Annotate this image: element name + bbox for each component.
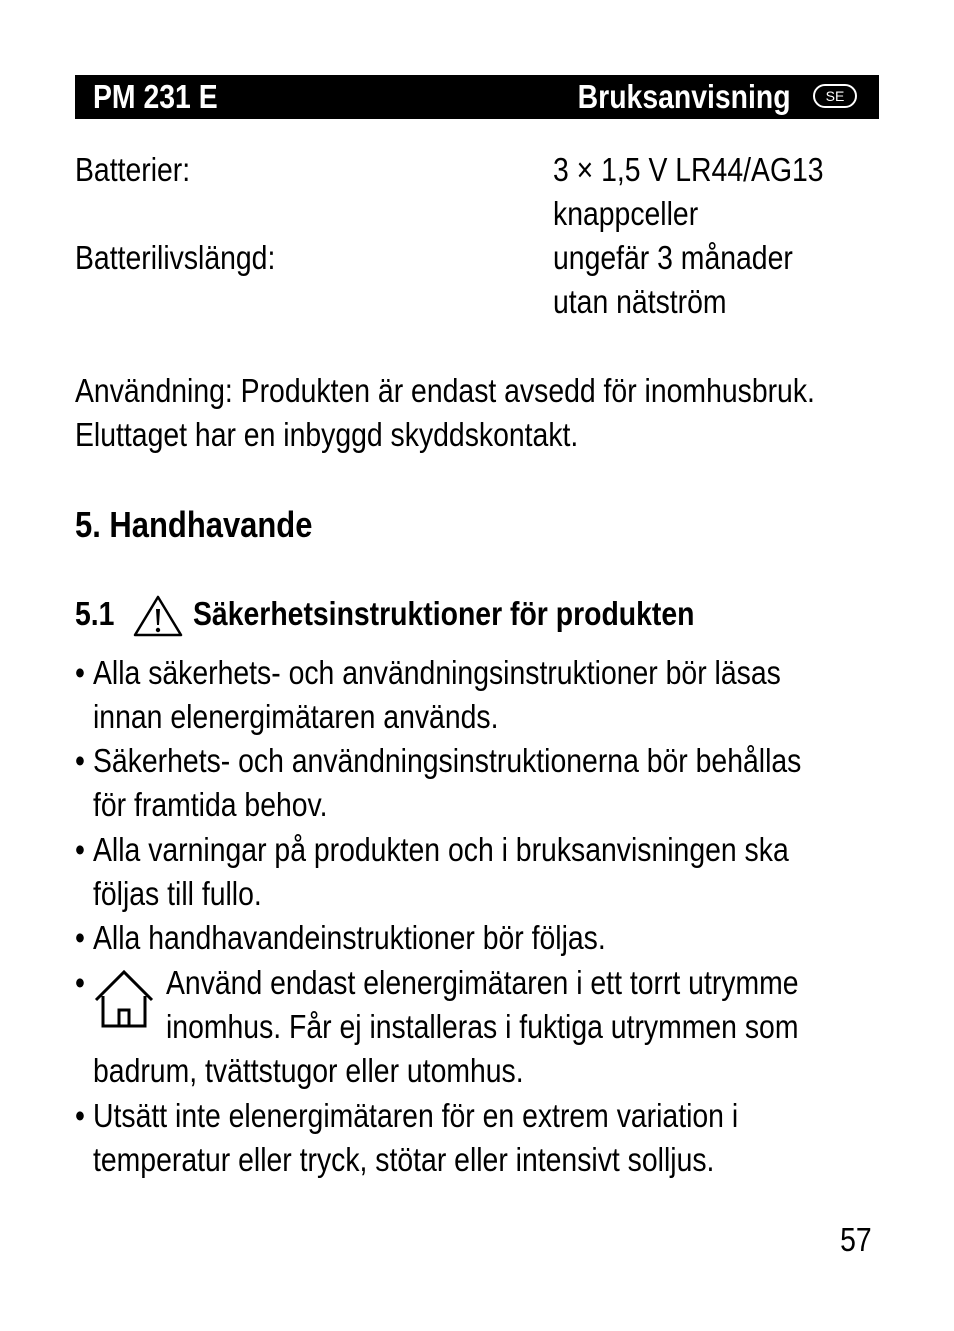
usage-line-1: Användning: Produkten är endast avsedd för inomhusbruk. [75, 372, 815, 409]
bullet-marker: • [75, 1097, 85, 1134]
bullet-5-line-1: Använd endast elenergimätaren i ett torrt utrymme [166, 964, 799, 1001]
bullet-6-line-1: Utsätt inte elenergimätaren för en extrem variation i [93, 1097, 739, 1134]
warning-triangle-icon [132, 594, 184, 638]
bullet-marker: • [75, 742, 85, 779]
bullet-5-line-3: badrum, tvättstugor eller utomhus. [93, 1052, 524, 1089]
header-bar [75, 75, 879, 119]
spec-value-battery-life-line2: utan nätström [553, 283, 727, 320]
bullet-6-line-2: temperatur eller tryck, stötar eller intensivt solljus. [93, 1141, 715, 1178]
spec-value-batteries-line2: knappceller [553, 195, 699, 232]
bullet-3-line-2: följas till fullo. [93, 875, 262, 912]
bullet-marker: • [75, 964, 85, 1001]
spec-label-battery-life: Batterilivslängd: [75, 239, 276, 276]
spec-value-battery-life-line1: ungefär 3 månader [553, 239, 793, 276]
spec-label-batteries: Batterier: [75, 151, 191, 188]
subsection-number: 5.1 [75, 595, 115, 632]
bullet-4-line-1: Alla handhavandeinstruktioner bör följas. [93, 919, 606, 956]
bullet-1-line-2: innan elenergimätaren används. [93, 698, 499, 735]
bullet-5-line-2: inomhus. Får ej installeras i fuktiga utrymmen som [166, 1008, 799, 1045]
house-icon [92, 966, 156, 1030]
bullet-marker: • [75, 831, 85, 868]
spec-value-batteries-line1: 3 × 1,5 V LR44/AG13 [553, 151, 824, 188]
bullet-marker: • [75, 654, 85, 691]
bullet-3-line-1: Alla varningar på produkten och i bruksanvisningen ska [93, 831, 789, 868]
bullet-1-line-1: Alla säkerhets- och användningsinstruktioner bör läsas [93, 654, 781, 691]
section-heading: 5. Handhavande [75, 504, 313, 545]
bullet-2-line-1: Säkerhets- och användningsinstruktionerna bör behållas [93, 742, 802, 779]
bullet-2-line-2: för framtida behov. [93, 786, 328, 823]
header-model: PM 231 E [93, 78, 218, 115]
usage-line-2: Eluttaget har en inbyggd skyddskontakt. [75, 416, 579, 453]
page-number: 57 [840, 1221, 872, 1258]
subsection-title: Säkerhetsinstruktioner för produkten [193, 595, 695, 632]
language-badge: SE [813, 84, 857, 108]
header-title: Bruksanvisning [578, 78, 791, 115]
bullet-marker: • [75, 919, 85, 956]
